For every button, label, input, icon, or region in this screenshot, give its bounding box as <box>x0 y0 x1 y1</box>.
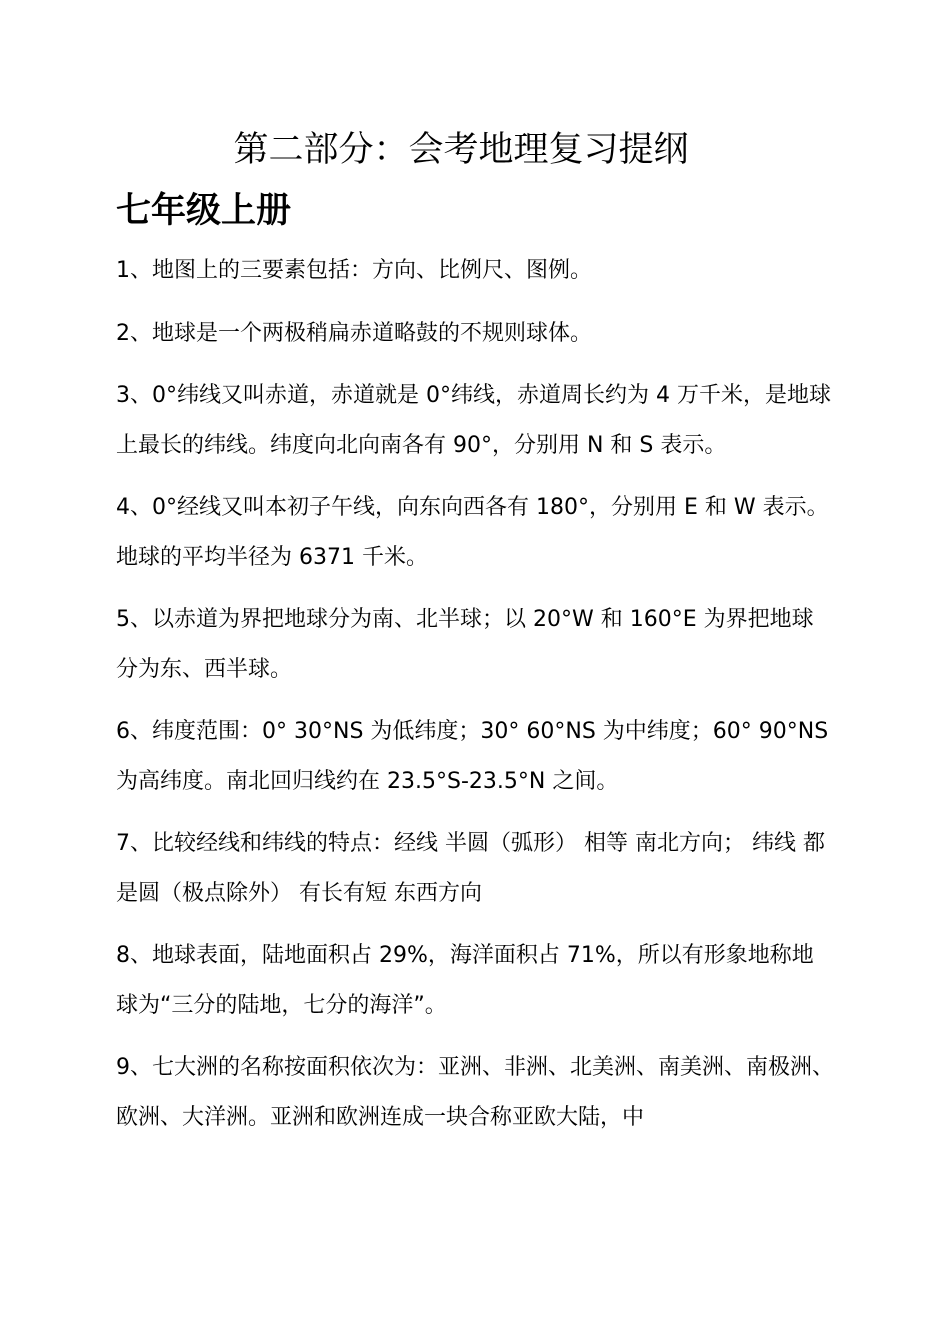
document-body <box>116 246 834 1155</box>
paragraph-6: 6、纬度范围：0° 30°NS 为低纬度；30° 60°NS 为中纬度；60° 90°NS 为高纬度。南北回归线约在 23.5°S-23.5°N 之间。 <box>116 719 829 794</box>
paragraph-1: 1、地图上的三要素包括：方向、比例尺、图例。 <box>116 258 592 283</box>
paragraph-4: 4、0°经线又叫本初子午线，向东向西各有 180°，分别用 E 和 W 表示。地球的平均半径为 6371 千米。 <box>116 495 829 570</box>
section-heading: 七年级上册 <box>116 191 292 231</box>
document-title: 第二部分：会考地理复习提纲 <box>233 130 689 170</box>
paragraph-7: 7、比较经线和纬线的特点：经线 半圆（弧形） 相等 南北方向； 纬线 都是圆（极点除外） 有长有短 东西方向 <box>116 831 825 906</box>
paragraph-9: 9、七大洲的名称按面积依次为：亚洲、非洲、北美洲、南美洲、南极洲、欧洲、大洋洲。亚洲和欧洲连成一块合称亚欧大陆，中 <box>116 1055 834 1130</box>
paragraph-5: 5、以赤道为界把地球分为南、北半球；以 20°W 和 160°E 为界把地球分为东、西半球。 <box>116 607 814 682</box>
paragraph-3: 3、0°纬线又叫赤道，赤道就是 0°纬线，赤道周长约为 4 万千米，是地球上最长的纬线。纬度向北向南各有 90°，分别用 N 和 S 表示。 <box>116 383 831 458</box>
paragraph-2: 2、地球是一个两极稍扁赤道略鼓的不规则球体。 <box>116 320 592 346</box>
paragraph-8: 8、地球表面，陆地面积占 29%，海洋面积占 71%，所以有形象地称地球为“三分的陆地，七分的海洋”。 <box>116 943 814 1018</box>
